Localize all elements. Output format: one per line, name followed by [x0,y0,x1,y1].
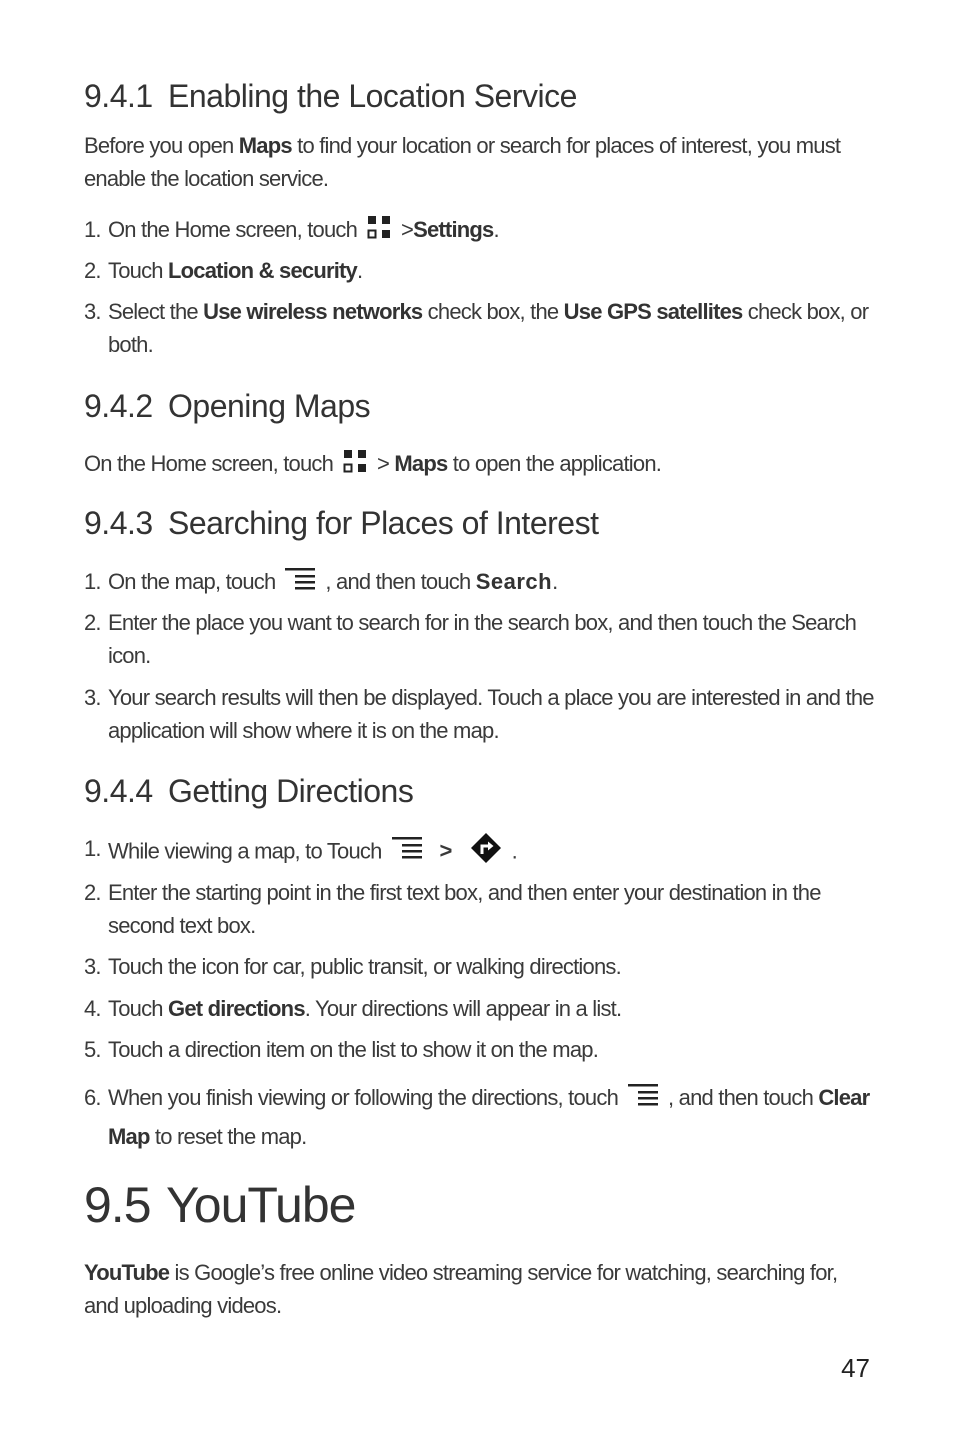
text: . [511,838,517,864]
section-heading-9-4-3 [84,505,598,542]
get-directions-term: Get directions [168,996,305,1021]
list-number: 2. [84,258,101,283]
list-item [84,606,874,672]
text: , and then touch [668,1085,819,1110]
list-number: 1. [84,217,101,242]
section-number: 9.4.1 [84,78,153,114]
app-grid-icon [343,449,367,482]
list-number: 3. [84,954,101,979]
text: . [357,258,363,283]
section-heading-9-4-1 [84,78,577,115]
menu-icon [628,1081,658,1118]
text: Enter the place you want to search for in the search box, and then touch the Search icon. [108,610,857,668]
youtube-term: YouTube [84,1260,170,1285]
list-item [84,992,874,1025]
use-wireless-term: Use wireless networks [203,299,423,324]
maps-term: Maps [394,451,448,476]
text: > [377,451,390,476]
list-number: 1. [84,569,101,594]
text: to reset the map. [149,1123,307,1149]
list-number: 1. [84,836,101,861]
paragraph-9-5 [84,1256,874,1322]
section-title: Opening Maps [168,388,371,424]
list-item [84,565,874,600]
directions-icon [470,832,502,873]
list-item [84,295,874,361]
text: While viewing a map, to Touch [108,838,382,864]
list-item [84,876,874,942]
section-title: Enabling the Location Service [168,78,577,114]
list-number: 3. [84,299,101,324]
text: > [401,217,414,242]
text: . Your directions will appear in a list. [304,996,622,1021]
section-number: 9.5 [84,1177,151,1233]
menu-icon [392,836,422,869]
text: Touch [108,996,169,1021]
paragraph-9-4-2 [84,447,874,482]
text: Touch a direction item on the list to show it on the map. [108,1037,599,1062]
text: Select the [108,299,204,324]
section-heading-9-4-4 [84,773,413,810]
list-item [84,950,874,983]
text: . [552,569,558,594]
text: . [493,217,499,242]
text: Your search results will then be displayed. Touch a place you are interested in and the application will show where it is on the map. [108,685,874,743]
section-number: 9.4.3 [84,505,153,541]
list-number: 2. [84,610,101,635]
use-gps-term: Use GPS satellites [563,299,743,324]
text: On the Home screen, touch [108,217,358,242]
section-title: Getting Directions [168,773,414,809]
text: is Google’s free online video streaming service for watching, searching for, and uploading videos. [84,1260,838,1318]
text: Touch the icon for car, public transit, or walking directions. [108,954,621,979]
location-security-term: Location & security [168,258,357,283]
list-item [84,254,874,287]
text: Touch [108,258,169,283]
settings-term: Settings [413,217,494,242]
text: > [439,838,452,864]
list-number: 4. [84,996,101,1021]
text: When you finish viewing or following the directions, touch [108,1085,619,1110]
list-number: 5. [84,1037,101,1062]
section-number: 9.4.2 [84,388,153,424]
section-number: 9.4.4 [84,773,153,809]
list-number: 3. [84,685,101,710]
maps-term: Maps [238,133,292,158]
text: check box, the [422,299,564,324]
text: Enter the starting point in the first text box, and then enter your destination in the second text box. [108,880,821,938]
menu-icon [285,567,315,600]
section-title: Searching for Places of Interest [168,505,599,541]
section-heading-9-5 [84,1176,355,1234]
list-item [84,213,874,248]
text: On the map, touch [108,569,276,594]
text: Before you open [84,133,239,158]
clear-map-term: Clear Map [108,1085,870,1149]
section-heading-9-4-2 [84,388,370,425]
section-title: YouTube [166,1177,356,1233]
text: On the Home screen, touch [84,451,334,476]
list-number: 2. [84,880,101,905]
list-item [84,1033,874,1066]
list-item [84,681,874,747]
text: , and then touch [325,569,476,594]
text: to open the application. [447,451,662,476]
text: to find your location or search for places of interest, you must enable the location service. [84,133,841,191]
list-item [84,1079,874,1155]
app-grid-icon [367,215,391,248]
text: check box, or both. [108,299,869,357]
search-term: Search [475,569,553,594]
page-number: 47 [841,1353,870,1383]
intro-paragraph-9-4-1 [84,129,874,195]
list-number: 6. [84,1085,101,1110]
list-item [84,832,874,873]
